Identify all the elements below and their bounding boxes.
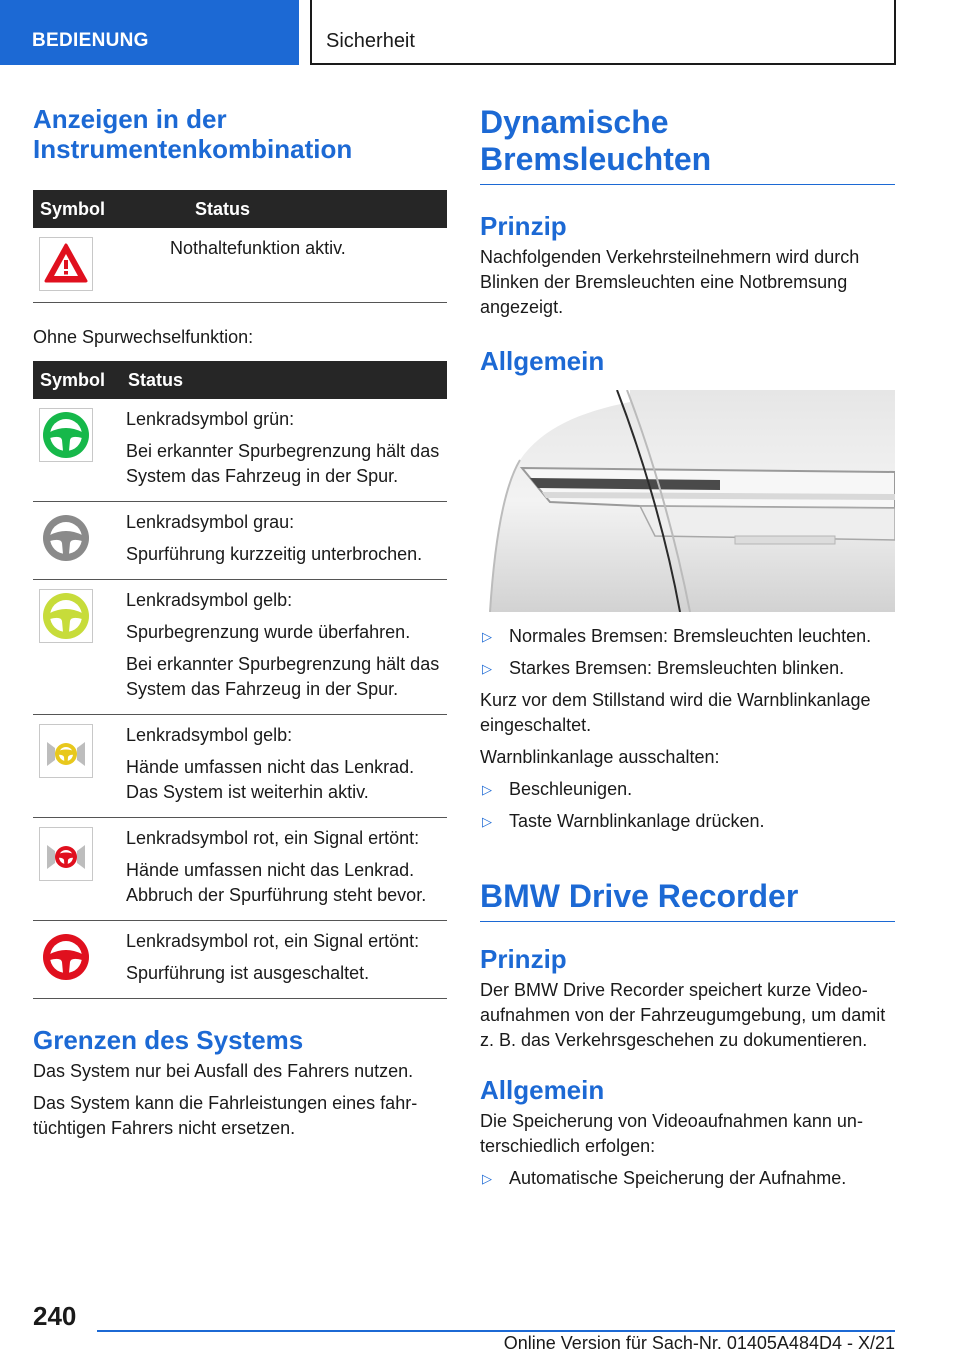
table-row	[33, 580, 447, 715]
status-heading: Lenkradsymbol rot, ein Signal ertönt:	[126, 931, 420, 951]
steering-wheel-red-icon	[39, 930, 93, 984]
status-text: Bei erkannter Spurbegrenzung hält das System das Fahrzeug in der Spur.	[126, 654, 440, 699]
table-row	[33, 502, 447, 580]
steering-wheel-grey-icon	[39, 511, 93, 565]
bullet-triangle-icon: ▷	[482, 1171, 492, 1186]
status-heading: Lenkradsymbol rot, ein Signal ertönt:	[126, 828, 420, 848]
recorder-general-heading: Allgemein	[480, 1075, 605, 1105]
tail-light-photo	[480, 390, 895, 612]
status-text: Hände umfassen nicht das Lenkrad. Das System ist weiterhin aktiv.	[126, 757, 415, 802]
column-header-symbol: Symbol	[33, 190, 157, 228]
status-text: Hände umfassen nicht das Lenkrad. Abbruch der Spurführung steht bevor.	[126, 860, 427, 905]
footer-text: Online Version für Sach-Nr. 01405A484D4 - X/21	[503, 1333, 895, 1353]
left-column	[33, 104, 447, 1141]
status-text: Bei erkannter Spurbegrenzung hält das System das Fahrzeug in der Spur.	[126, 441, 440, 486]
table-header-row	[33, 361, 447, 399]
status-heading: Lenkradsymbol grau:	[126, 512, 295, 532]
warning-triangle-icon	[39, 237, 93, 291]
column-header-status: Status	[157, 190, 447, 228]
principle-heading: Prinzip	[480, 211, 567, 241]
hands-on-wheel-red-icon	[39, 827, 93, 881]
steering-wheel-yellow-icon	[39, 589, 93, 643]
system-limits-text-2: Das System kann die Fahrleistungen eines fahrtüchtigen Fahrers nicht ersetzen.	[33, 1093, 418, 1138]
status-heading: Lenkradsymbol gelb:	[126, 725, 293, 745]
dynamic-brake-lights-heading: Dynamische Bremsleuchten	[480, 104, 895, 185]
hands-on-wheel-yellow-icon	[39, 724, 93, 778]
instrument-display-heading: Anzeigen in der Instrumentenkombination	[33, 104, 353, 164]
header-section-tab	[0, 0, 299, 65]
bullet-triangle-icon: ▷	[482, 661, 492, 676]
general-heading: Allgemein	[480, 346, 605, 376]
bullet-triangle-icon: ▷	[482, 629, 492, 644]
status-text: Spurführung ist ausgeschaltet.	[126, 963, 370, 983]
bullet-triangle-icon: ▷	[482, 782, 492, 797]
column-header-status: Status	[126, 361, 447, 399]
no-lane-change-label: Ohne Spurwechselfunktion:	[33, 327, 254, 347]
list-item: ▷ Beschleunigen.	[480, 777, 895, 802]
status-table-2	[33, 361, 447, 999]
header-chapter-label: Sicherheit	[326, 30, 415, 52]
status-text: Spurführung kurzzeitig unterbrochen.	[126, 544, 423, 564]
status-table-1	[33, 190, 447, 303]
table-row	[33, 715, 447, 818]
header-chapter-tab	[310, 0, 896, 65]
table-header-row	[33, 190, 447, 228]
status-heading: Lenkradsymbol gelb:	[126, 590, 293, 610]
status-text: Spurbegrenzung wurde überfahren.	[126, 622, 411, 642]
recorder-general-text: Die Speicherung von Videoaufnahmen kann unterschiedlich erfolgen:	[480, 1111, 863, 1156]
footer-divider	[97, 1330, 895, 1332]
hazard-off-text: Warnblinkanlage ausschalten:	[480, 747, 720, 767]
recorder-principle-text: Der BMW Drive Recorder speichert kurze Videoaufnahmen von der Fahrzeugumgebung, um damit z. B. das Verkehrsgeschehen zu dokumentieren.	[480, 980, 886, 1050]
header-section-label: BEDIENUNG	[32, 30, 149, 51]
table-row	[33, 818, 447, 921]
hazard-auto-text: Kurz vor dem Stillstand wird die Warnblinkanlage eingeschaltet.	[480, 690, 871, 735]
table-row	[33, 399, 447, 502]
principle-text: Nachfolgenden Verkehrsteilnehmern wird durch Blinken der Bremsleuchten eine Notbremsung angezeigt.	[480, 247, 860, 317]
status-text: Nothaltefunktion aktiv.	[170, 238, 346, 258]
column-header-symbol: Symbol	[33, 361, 126, 399]
system-limits-heading: Grenzen des Systems	[33, 1025, 304, 1055]
list-item: ▷ Taste Warnblinkanlage drücken.	[480, 809, 895, 834]
list-item: ▷ Automatische Speicherung der Aufnahme.	[480, 1166, 895, 1191]
table-row	[33, 228, 447, 303]
right-column	[480, 104, 895, 1191]
status-heading: Lenkradsymbol grün:	[126, 409, 295, 429]
drive-recorder-heading: BMW Drive Recorder	[480, 878, 895, 922]
bullet-triangle-icon: ▷	[482, 814, 492, 829]
list-item: ▷ Starkes Bremsen: Bremsleuchten blinken.	[480, 656, 895, 681]
steering-wheel-green-icon	[39, 408, 93, 462]
system-limits-text-1: Das System nur bei Ausfall des Fahrers nutzen.	[33, 1061, 414, 1081]
table-row	[33, 921, 447, 999]
list-item: ▷ Normales Bremsen: Bremsleuchten leuchten.	[480, 624, 895, 649]
recorder-principle-heading: Prinzip	[480, 944, 567, 974]
page-number: 240	[33, 1301, 77, 1331]
